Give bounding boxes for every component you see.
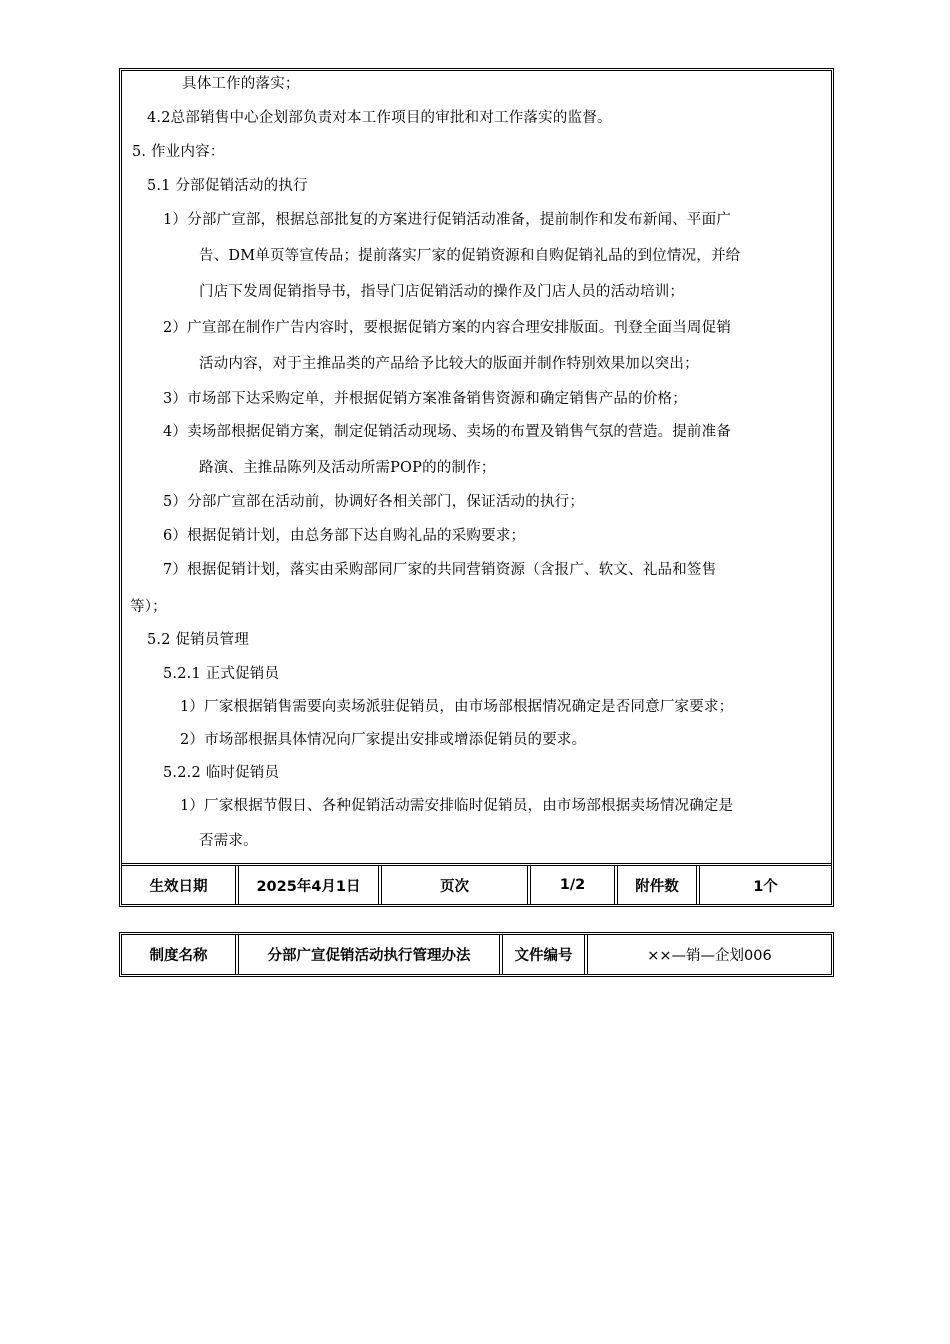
body-line: 1）分部广宣部，根据总部批复的方案进行促销活动准备，提前制作和发布新闻、平面广 [163,212,732,228]
body-line: 等）； [130,599,167,615]
body-line: 告、DM单页等宣传品；提前落实厂家的促销资源和自购促销礼品的到位情况，并给 [199,248,741,264]
body-line: 活动内容，对于主推品类的产品给予比较大的版面并制作特别效果加以突出； [199,356,699,372]
body-line: 5）分部广宣部在活动前，协调好各相关部门，保证活动的执行； [163,494,585,510]
body-line: 1）厂家根据销售需要向卖场派驻促销员，由市场部根据情况确定是否同意厂家要求； [180,699,734,715]
body-line: 7）根据促销计划，落实由采购部同厂家的共同营销资源（含报广、软文、礼品和签售 [163,562,717,578]
body-line: 4.2总部销售中心企划部负责对本工作项目的审批和对工作落实的监督。 [147,110,612,126]
body-line: 否需求。 [199,833,258,849]
subsection-heading: 5.2 促销员管理 [147,632,249,648]
body-line: 2）广宣部在制作广告内容时，要根据促销方案的内容合理安排版面。刊登全面当周促销 [163,320,732,336]
body-line: 2）市场部根据具体情况向厂家提出安排或增添促销员的要求。 [180,732,587,748]
body-line: 6）根据促销计划，由总务部下达自购礼品的采购要求； [163,528,526,544]
body-line: 3）市场部下达采购定单，并根据促销方案准备销售资源和确定销售产品的价格； [163,391,687,407]
doc-name-label: 制度名称 [149,948,208,964]
page-label: 页次 [440,878,469,895]
doc-number-label: 文件编号 [514,948,573,964]
attachment-value: 1个 [753,878,778,895]
body-line: 1）厂家根据节假日、各种促销活动需安排临时促销员，由市场部根据卖场情况确定是 [180,798,734,814]
subsection-heading: 5.1 分部促销活动的执行 [147,178,308,194]
subsection-heading: 5.2.2 临时促销员 [163,765,280,781]
doc-name-value: 分部广宣促销活动执行管理办法 [267,948,471,964]
body-line: 门店下发周促销指导书，指导门店促销活动的操作及门店人员的活动培训； [199,284,685,300]
section-heading: 5. 作业内容： [132,144,225,160]
doc-number-value: ××—销—企划006 [647,948,772,964]
body-line: 具体工作的落实； [182,76,300,92]
body-line: 4）卖场部根据促销方案，制定促销活动现场、卖场的布置及销售气氛的营造。提前准备 [163,424,732,440]
effective-date-label: 生效日期 [149,878,208,895]
footer-row [122,863,831,904]
document-info-table [119,932,834,977]
attachment-label: 附件数 [635,878,679,895]
subsection-heading: 5.2.1 正式促销员 [163,666,280,682]
document-body-frame [119,68,834,907]
effective-date-value: 2025年4月1日 [256,878,361,895]
body-line: 路演、主推品陈列及活动所需POP的的制作； [199,460,496,476]
page-value: 1/2 [559,877,586,893]
